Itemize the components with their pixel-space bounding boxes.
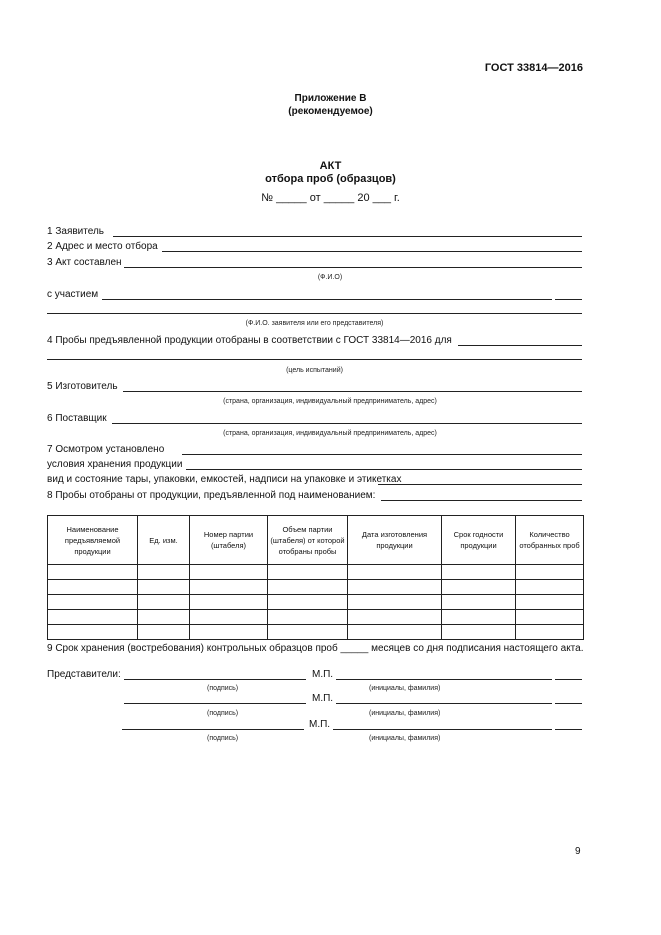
field-applicant-label: 1 Заявитель <box>47 226 104 237</box>
col-product-name: Наименование предъявляемой продукции <box>48 516 138 565</box>
field-supplier-label: 6 Поставщик <box>47 413 107 424</box>
table-cell[interactable] <box>268 595 348 610</box>
purpose-line-2[interactable] <box>47 359 582 360</box>
name-hint-3: (инициалы, фамилия) <box>369 735 441 742</box>
supplier-hint: (страна, организация, индивидуальный предприниматель, адрес) <box>223 430 437 437</box>
table-cell[interactable] <box>516 565 584 580</box>
name-line-1[interactable] <box>336 679 552 680</box>
packaging-line[interactable] <box>378 484 582 485</box>
col-batch-volume: Объем партии (штабеля) от которой отобраны пробы <box>268 516 348 565</box>
product-name-line[interactable] <box>381 500 582 501</box>
table-cell[interactable] <box>190 610 268 625</box>
table-cell[interactable] <box>190 580 268 595</box>
signature-line-2[interactable] <box>124 703 306 704</box>
table-cell[interactable] <box>190 595 268 610</box>
page-number: 9 <box>575 846 581 857</box>
col-sample-count: Количество отобранных проб <box>516 516 584 565</box>
table-cell[interactable] <box>268 565 348 580</box>
table-cell[interactable] <box>516 580 584 595</box>
name-line-2[interactable] <box>336 703 552 704</box>
supplier-line[interactable] <box>112 423 582 424</box>
participation-label: с участием <box>47 289 99 300</box>
table-cell[interactable] <box>268 625 348 640</box>
table-cell[interactable] <box>442 595 516 610</box>
participation-hint: (Ф.И.О. заявителя или его представителя) <box>245 320 384 327</box>
name-line-2-end[interactable] <box>555 703 582 704</box>
table-cell[interactable] <box>348 625 442 640</box>
table-cell[interactable] <box>48 625 138 640</box>
table-cell[interactable] <box>48 610 138 625</box>
standard-number: ГОСТ 33814—2016 <box>484 62 583 74</box>
act-number-line: № _____ от _____ 20 ___ г. <box>261 192 400 204</box>
purpose-hint: (цель испытаний) <box>286 367 343 374</box>
act-subtitle: отбора проб (образцов) <box>265 173 396 185</box>
appendix-subtitle: (рекомендуемое) <box>288 106 373 117</box>
table-cell[interactable] <box>190 625 268 640</box>
table-cell[interactable] <box>138 580 190 595</box>
table-cell[interactable] <box>442 565 516 580</box>
stamp-label-2: М.П. <box>312 693 334 704</box>
table-cell[interactable] <box>348 580 442 595</box>
name-line-1-end[interactable] <box>555 679 582 680</box>
name-hint-1: (инициалы, фамилия) <box>369 685 441 692</box>
table-cell[interactable] <box>516 625 584 640</box>
table-cell[interactable] <box>516 610 584 625</box>
compiled-hint: (Ф.И.О) <box>317 274 343 281</box>
field-product-name-label: 8 Пробы отобраны от продукции, предъявленной под наименованием: <box>47 490 376 501</box>
table-cell[interactable] <box>348 610 442 625</box>
table-cell[interactable] <box>190 565 268 580</box>
table-cell[interactable] <box>442 580 516 595</box>
name-hint-2: (инициалы, фамилия) <box>369 710 441 717</box>
table-cell[interactable] <box>48 565 138 580</box>
signature-hint-3: (подпись) <box>207 735 239 742</box>
storage-conditions-line[interactable] <box>186 469 582 470</box>
signature-line-1[interactable] <box>124 679 306 680</box>
signature-hint-1: (подпись) <box>207 685 239 692</box>
samples-table <box>47 515 584 640</box>
act-title: АКТ <box>319 160 342 172</box>
table-cell[interactable] <box>138 625 190 640</box>
name-line-3-end[interactable] <box>555 729 582 730</box>
manufacturer-hint: (страна, организация, индивидуальный предприниматель, адрес) <box>223 398 437 405</box>
col-unit: Ед. изм. <box>138 516 190 565</box>
table-row <box>48 565 584 580</box>
signature-line-3[interactable] <box>122 729 304 730</box>
table-cell[interactable] <box>268 610 348 625</box>
table-cell[interactable] <box>268 580 348 595</box>
table-row <box>48 610 584 625</box>
field-purpose-label: 4 Пробы предъявленной продукции отобраны в соответствии с ГОСТ 33814—2016 для <box>47 335 452 346</box>
compiled-line[interactable] <box>124 267 582 268</box>
table-cell[interactable] <box>348 595 442 610</box>
field-address-label: 2 Адрес и место отбора <box>47 241 158 252</box>
inspection-line[interactable] <box>182 454 582 455</box>
col-shelf-life: Срок годности продукции <box>442 516 516 565</box>
field-compiled-label: 3 Акт составлен <box>47 257 122 268</box>
table-row <box>48 595 584 610</box>
field-manufacturer-label: 5 Изготовитель <box>47 381 118 392</box>
table-cell[interactable] <box>138 610 190 625</box>
representatives-label: Представители: <box>47 669 121 680</box>
table-header-row <box>48 516 584 565</box>
field-inspection-label: 7 Осмотром установлено <box>47 444 165 455</box>
table-cell[interactable] <box>138 565 190 580</box>
signature-hint-2: (подпись) <box>207 710 239 717</box>
table-cell[interactable] <box>48 580 138 595</box>
participation-line-2[interactable] <box>47 313 582 314</box>
table-row <box>48 580 584 595</box>
storage-conditions-label: условия хранения продукции <box>47 459 183 470</box>
table-cell[interactable] <box>138 595 190 610</box>
table-cell[interactable] <box>48 595 138 610</box>
table-cell[interactable] <box>516 595 584 610</box>
table-cell[interactable] <box>348 565 442 580</box>
applicant-line[interactable] <box>113 236 582 237</box>
stamp-label-3: М.П. <box>309 719 331 730</box>
col-manufacture-date: Дата изготовления продукции <box>348 516 442 565</box>
manufacturer-line[interactable] <box>123 391 582 392</box>
name-line-3[interactable] <box>333 729 552 730</box>
table-cell[interactable] <box>442 625 516 640</box>
col-batch-number: Номер партии (штабеля) <box>190 516 268 565</box>
packaging-label: вид и состояние тары, упаковки, емкостей, надписи на упаковке и этикетках <box>47 474 402 485</box>
appendix-title: Приложение В <box>294 93 367 104</box>
participation-line-end[interactable] <box>555 299 582 300</box>
address-line[interactable] <box>162 251 582 252</box>
table-row <box>48 625 584 640</box>
table-cell[interactable] <box>442 610 516 625</box>
field-storage-period: 9 Срок хранения (востребования) контрольных образцов проб _____ месяцев со дня подписания настоящего акта. <box>47 643 584 654</box>
participation-line[interactable] <box>102 299 552 300</box>
stamp-label-1: М.П. <box>312 669 334 680</box>
purpose-line[interactable] <box>458 345 582 346</box>
